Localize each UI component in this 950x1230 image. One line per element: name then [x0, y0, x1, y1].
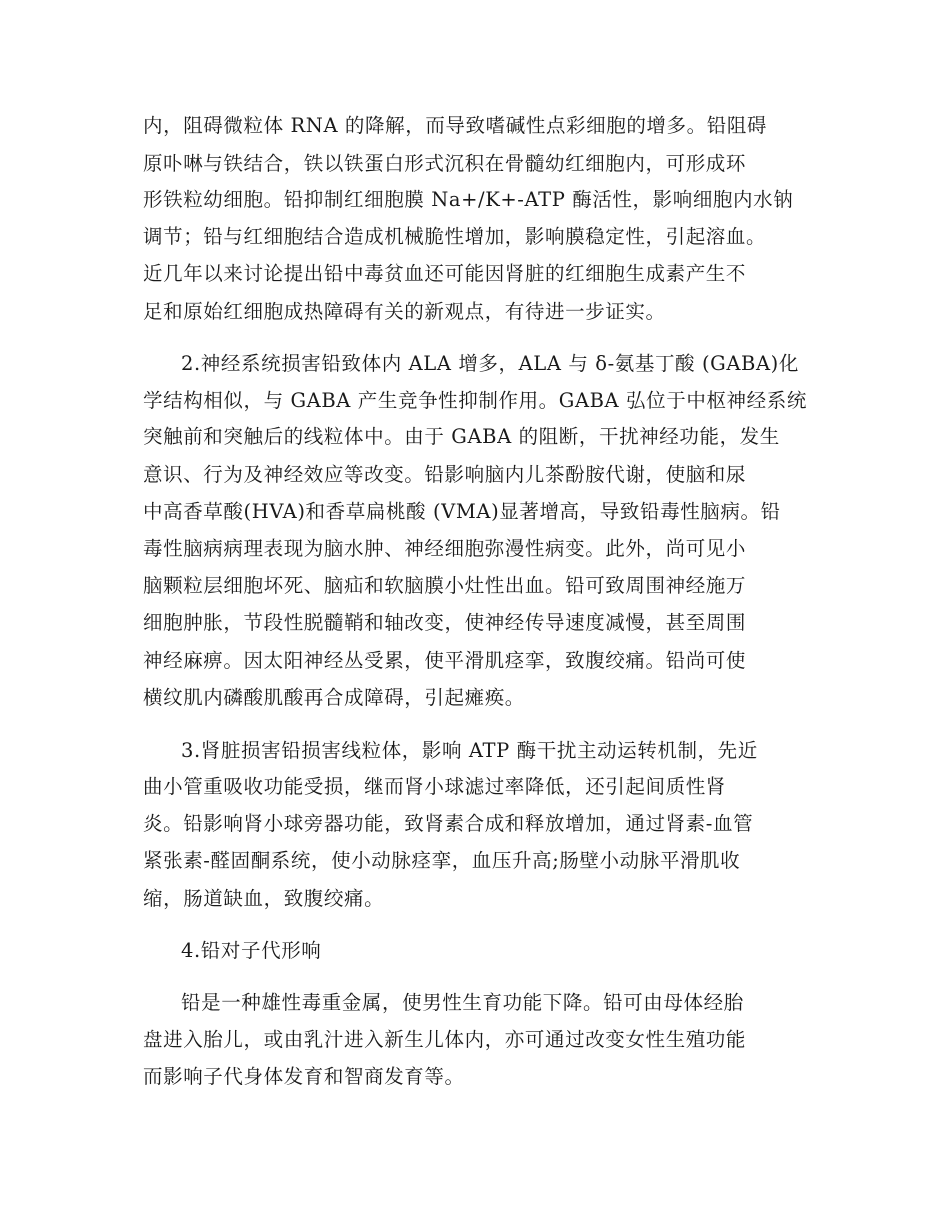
text-line: 脑颗粒层细胞坏死、脑疝和软脑膜小灶性出血。铅可致周围神经施万: [143, 574, 747, 597]
section-heading: 4.铅对子代形响: [181, 939, 322, 962]
text-line: 调节；铅与红细胞结合造成机械脆性增加，影响膜稳定性，引起溶血。: [143, 225, 767, 248]
text-line: 内，阻碍微粒体 RNA 的降解，而导致嗜碱性点彩细胞的增多。铅阻碍: [143, 114, 768, 137]
text-line: 神经麻痹。因太阳神经丛受累，使平滑肌痉挛，致腹绞痛。铅尚可使: [143, 649, 747, 672]
text-line: 2.神经系统损害铅致体内 ALA 增多，ALA 与 δ-氨基丁酸 (GABA)化: [181, 352, 799, 375]
text-line: 近几年以来讨论提出铅中毒贫血还可能因肾脏的红细胞生成素产生不: [143, 262, 747, 285]
text-line: 中高香草酸(HVA)和香草扁桃酸 (VMA)显著增高，导致铅毒性脑病。铅: [143, 500, 781, 523]
text-line: 3.肾脏损害铅损害线粒体，影响 ATP 酶干扰主动运转机制，先近: [181, 739, 758, 762]
text-line: 学结构相似，与 GABA 产生竞争性抑制作用。GABA 弘位于中枢神经系统: [143, 389, 807, 412]
text-line: 原卟啉与铁结合，铁以铁蛋白形式沉积在骨髓幼红细胞内，可形成环: [143, 152, 747, 175]
text-line: 意识、行为及神经效应等改变。铅影响脑内儿茶酚胺代谢，使脑和尿: [143, 463, 747, 486]
text-line: 横纹肌内磷酸肌酸再合成障碍，引起瘫痪。: [143, 686, 525, 709]
text-line: 足和原始红细胞成热障碍有关的新观点，有待进一步证实。: [143, 300, 666, 323]
text-line: 炎。铅影响肾小球旁器功能，致肾素合成和释放增加，通过肾素-血管: [143, 812, 754, 835]
text-line: 缩，肠道缺血，致腹绞痛。: [143, 887, 385, 910]
text-line: 铅是一种雄性毒重金属，使男性生育功能下降。铅可由母体经胎: [181, 991, 744, 1014]
text-line: 突触前和突触后的线粒体中。由于 GABA 的阻断，干扰神经功能，发生: [143, 425, 780, 448]
text-line: 细胞肿胀，节段性脱髓鞘和轴改变，使神经传导速度减慢，甚至周围: [143, 611, 747, 634]
text-line: 形铁粒幼细胞。铅抑制红细胞膜 Na+/K+-ATP 酶活性，影响细胞内水钠: [143, 188, 794, 211]
text-line: 而影响子代身体发育和智商发育等。: [143, 1065, 465, 1088]
text-line: 紧张素-醛固酮系统，使小动脉痉挛，血压升高;肠壁小动脉平滑肌收: [143, 849, 741, 872]
text-line: 毒性脑病病理表现为脑水肿、神经细胞弥漫性病变。此外，尚可见小: [143, 537, 747, 560]
text-line: 盘进入胎儿，或由乳汁进入新生儿体内，亦可通过改变女性生殖功能: [143, 1028, 747, 1051]
text-line: 曲小管重吸收功能受损，继而肾小球滤过率降低，还引起间质性肾: [143, 775, 726, 798]
